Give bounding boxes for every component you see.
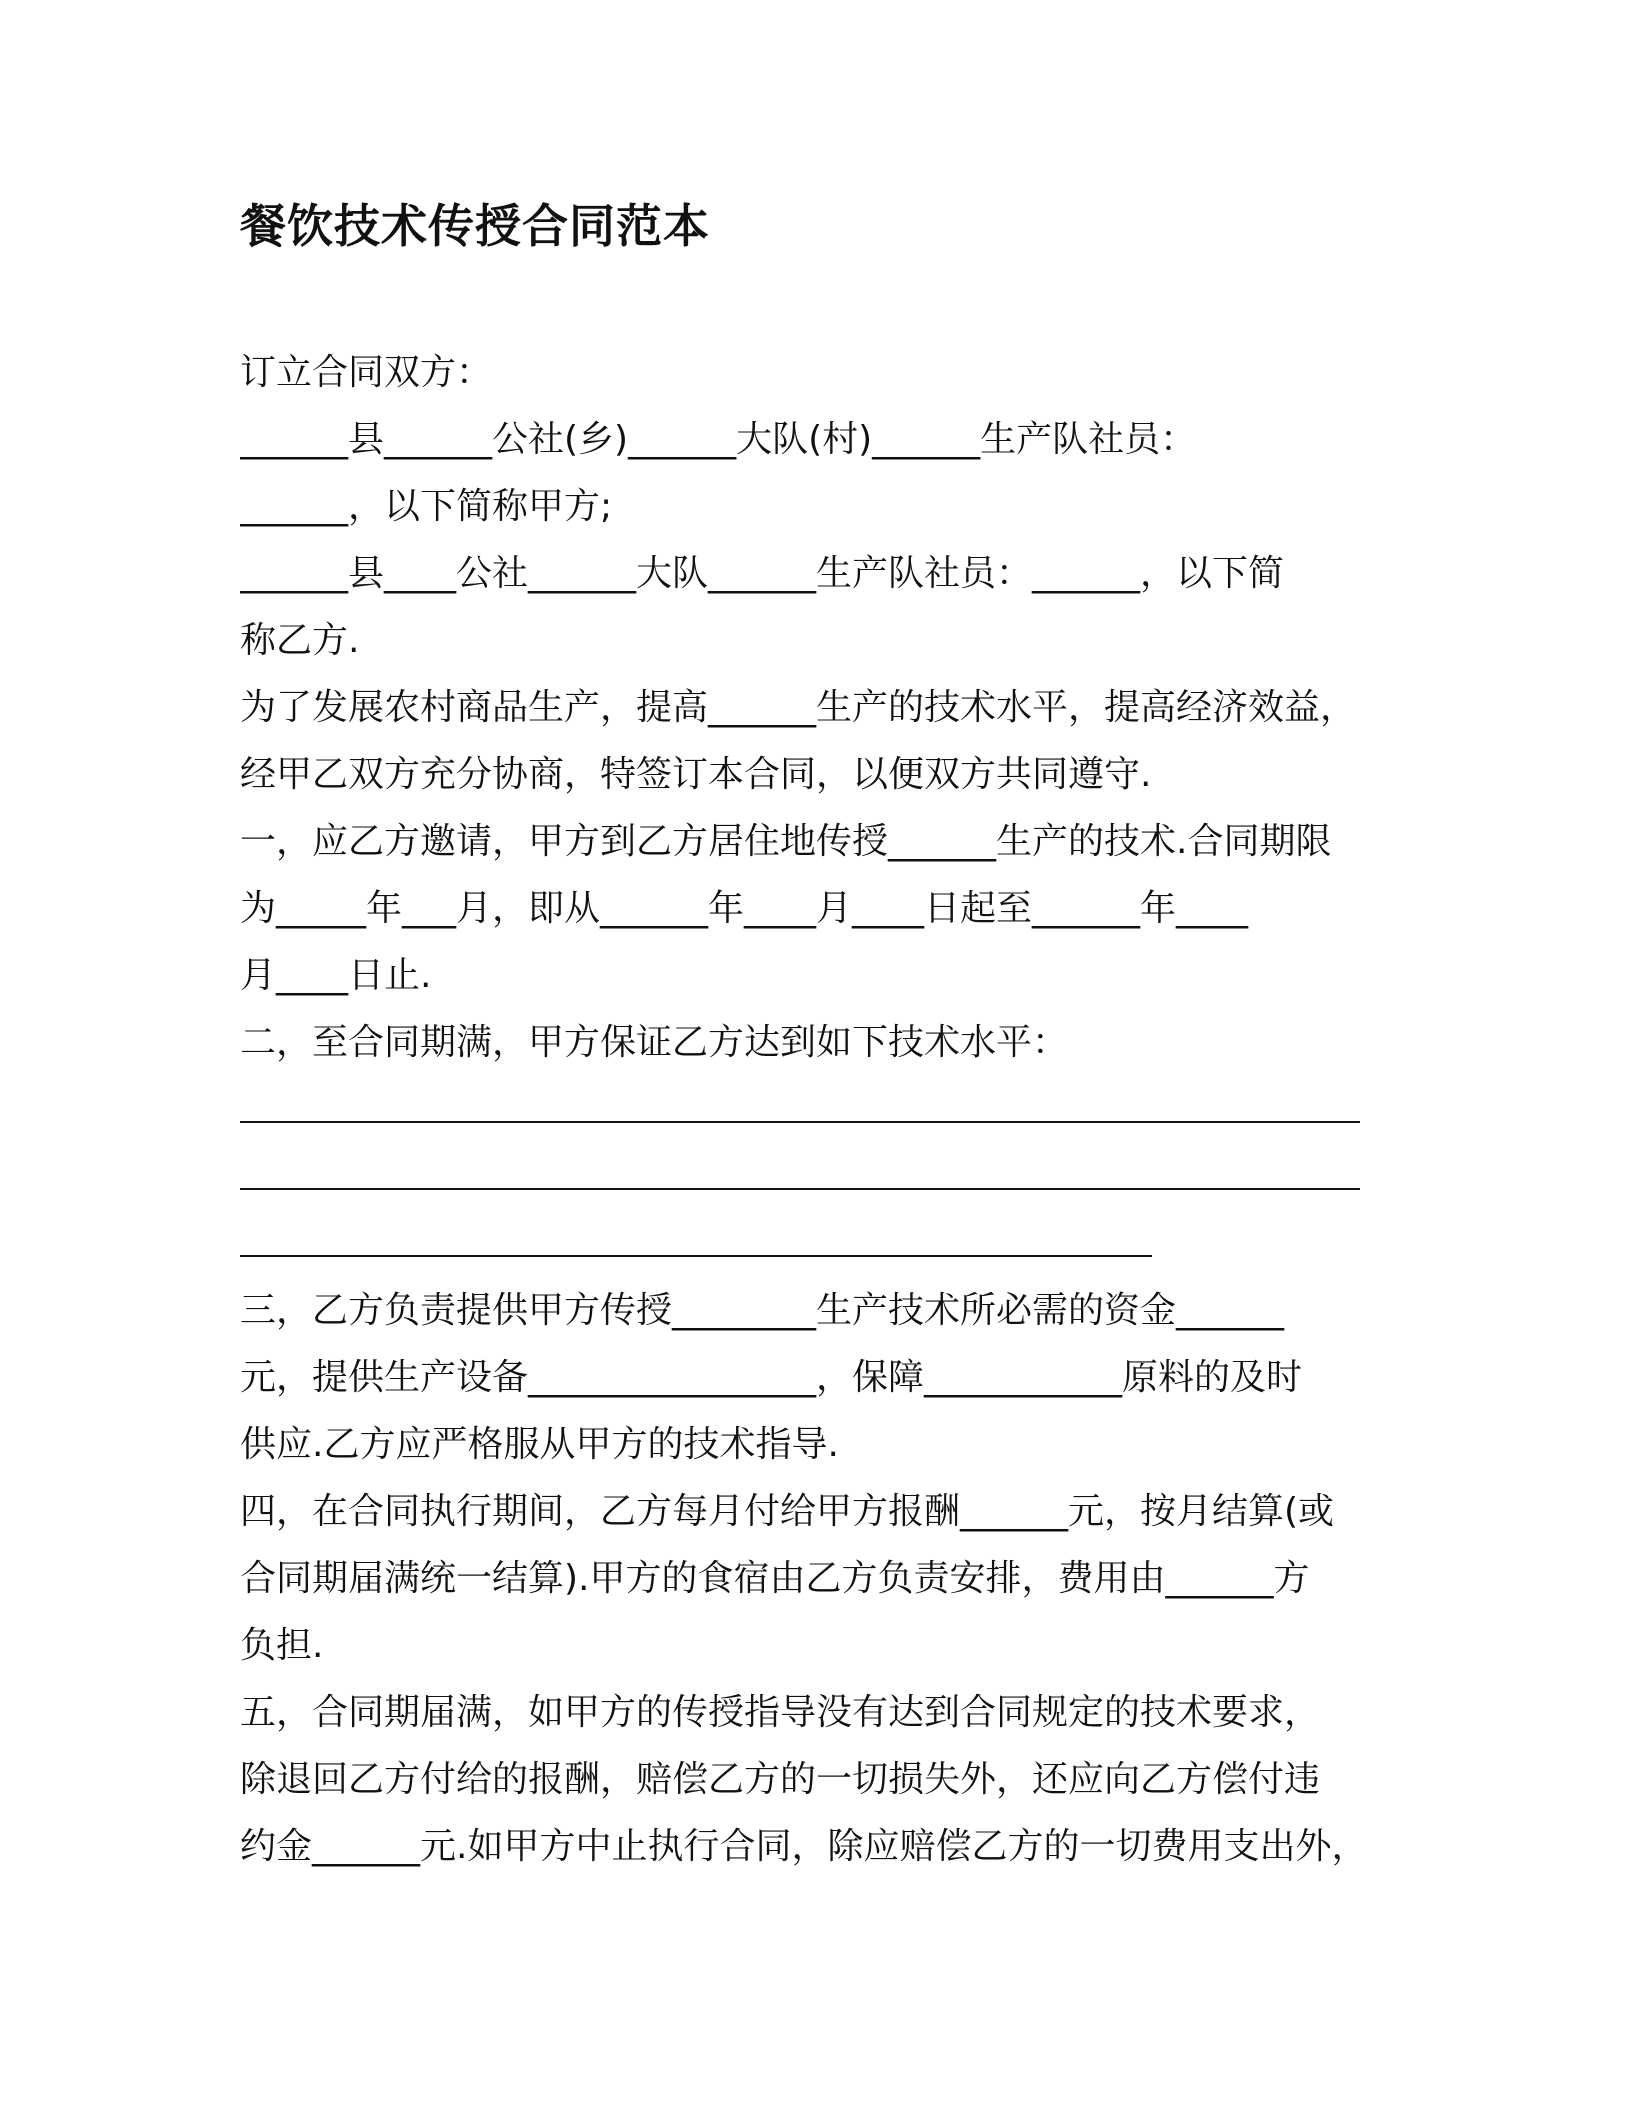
text-line: 约金______元.如甲方中止执行合同，除应赔偿乙方的一切费用支出外，	[240, 1826, 1368, 1867]
text-line: 为_____年___月，即从______年____月____日起至______年____	[240, 888, 1249, 929]
text-line: ______县____公社______大队______生产队社员：______，以下简	[240, 553, 1285, 594]
text-line: 四，在合同执行期间，乙方每月付给甲方报酬______元，按月结算(或	[240, 1491, 1335, 1532]
text-line: 为了发展农村商品生产，提高______生产的技术水平，提高经济效益，	[240, 687, 1357, 728]
text-line: 供应.乙方应严格服从甲方的技术指导.	[240, 1424, 839, 1465]
text-line: 一，应乙方邀请，甲方到乙方居住地传授______生产的技术.合同期限	[240, 821, 1332, 862]
blank-fill-line	[240, 1210, 1420, 1277]
text-line: 除退回乙方付给的报酬，赔偿乙方的一切损失外，还应向乙方偿付违	[240, 1759, 1321, 1800]
text-line: ______，以下简称甲方;	[240, 486, 613, 527]
text-line: 经甲乙双方充分协商，特签订本合同，以便双方共同遵守.	[240, 754, 1152, 795]
text-line: 二，至合同期满，甲方保证乙方达到如下技术水平：	[240, 1022, 1069, 1063]
text-line: 三，乙方负责提供甲方传授________生产技术所必需的资金______	[240, 1290, 1285, 1331]
text-line: 五，合同期届满，如甲方的传授指导没有达到合同规定的技术要求，	[240, 1692, 1321, 1733]
text-line: 合同期届满统一结算).甲方的食宿由乙方负责安排，费用由______方	[240, 1558, 1310, 1599]
text-line: 元，提供生产设备________________，保障___________原料的及时	[240, 1357, 1303, 1398]
text-line: ______县______公社(乡)______大队(村)______生产队社员：	[240, 419, 1197, 460]
blank-fill-line	[240, 1076, 1420, 1143]
document-title: 餐饮技术传授合同范本	[240, 199, 710, 253]
text-line: 订立合同双方：	[240, 352, 493, 393]
blank-fill-line	[240, 1143, 1420, 1210]
text-line: 负担.	[240, 1625, 324, 1666]
document-body	[240, 339, 1420, 1880]
text-line: 称乙方.	[240, 620, 360, 661]
text-line: 月____日止.	[240, 955, 432, 996]
